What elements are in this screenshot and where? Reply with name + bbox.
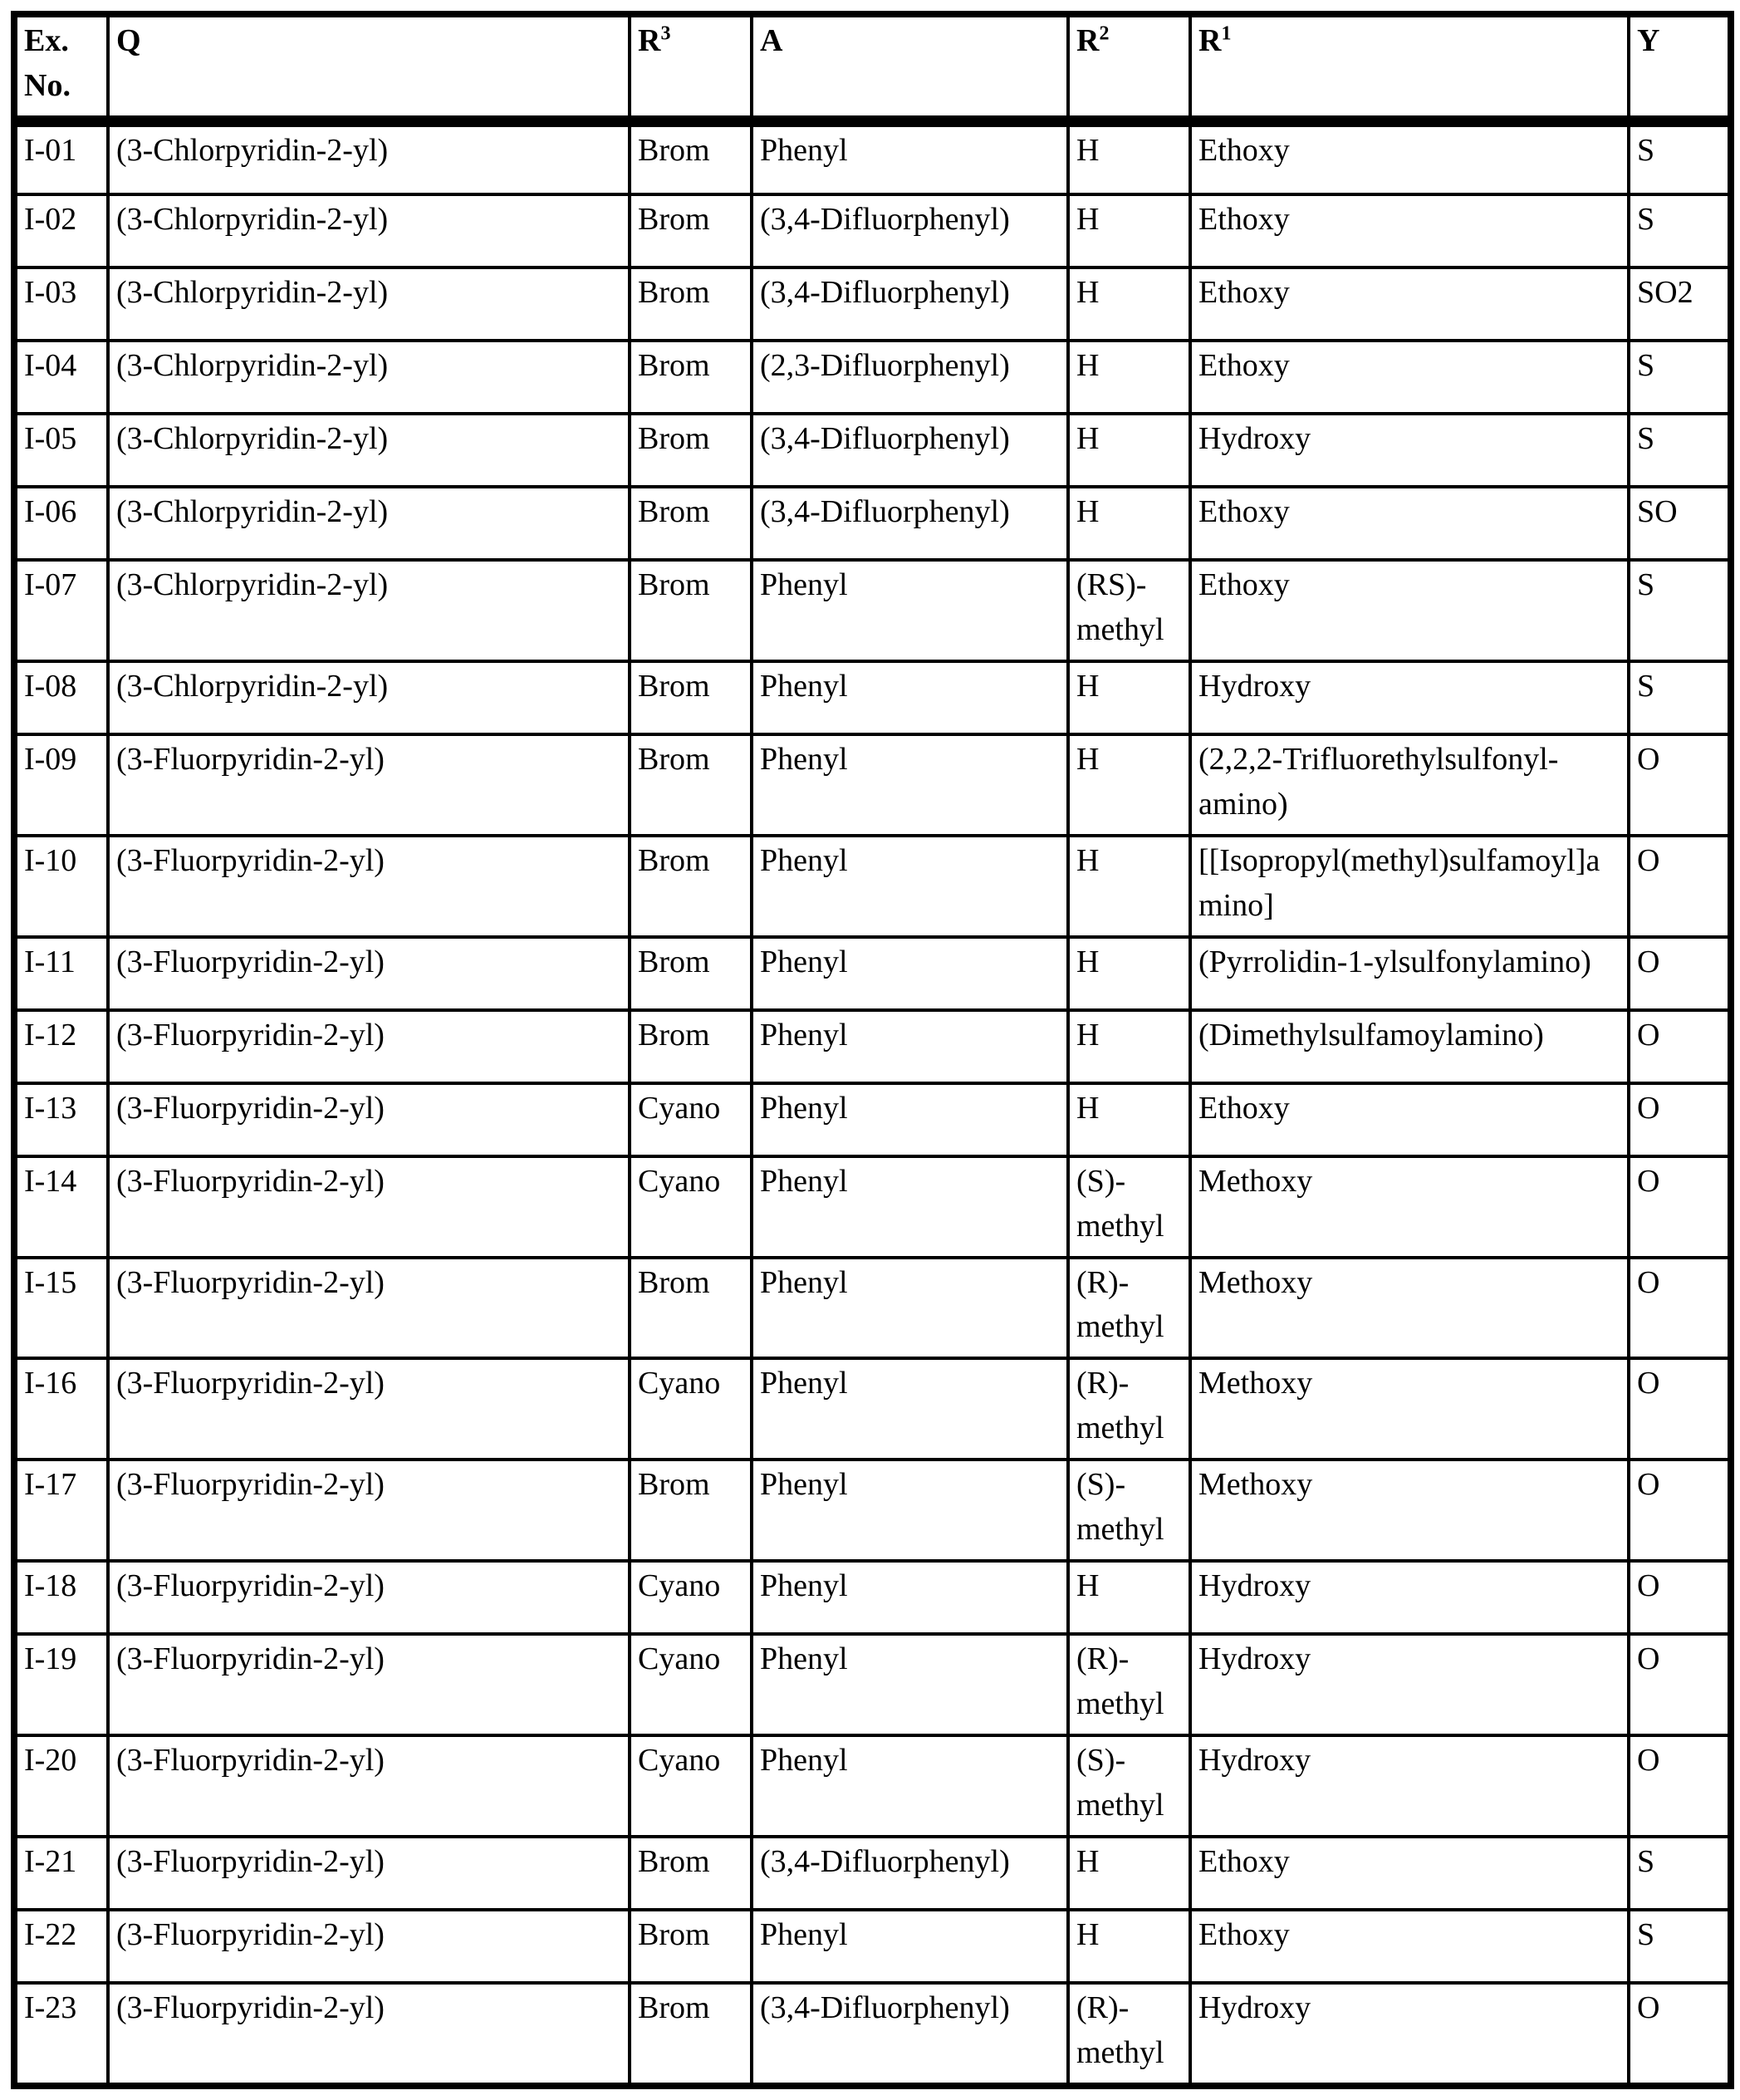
cell-r2: H <box>1068 121 1190 194</box>
cell-q: (3-Chlorpyridin-2-yl) <box>108 487 630 560</box>
cell-a: Phenyl <box>752 560 1068 661</box>
cell-ex-no: I-20 <box>14 1735 108 1837</box>
col-header-y <box>1629 14 1731 121</box>
cell-r2: H <box>1068 937 1190 1010</box>
cell-a: (3,4-Difluorphenyl) <box>752 487 1068 560</box>
cell-ex-no: I-04 <box>14 341 108 414</box>
cell-ex-no: I-01 <box>14 121 108 194</box>
cell-r3: Brom <box>630 414 752 487</box>
cell-r3: Brom <box>630 267 752 341</box>
cell-q: (3-Chlorpyridin-2-yl) <box>108 194 630 267</box>
cell-r1: Methoxy <box>1190 1156 1629 1258</box>
col-header-ex-no-label: Ex. No. <box>24 23 71 103</box>
cell-a: Phenyl <box>752 1910 1068 1983</box>
cell-a: (3,4-Difluorphenyl) <box>752 414 1068 487</box>
table-row <box>14 267 1731 341</box>
cell-y: O <box>1629 1258 1731 1359</box>
cell-ex-no: I-21 <box>14 1837 108 1910</box>
table-row <box>14 937 1731 1010</box>
cell-ex-no: I-22 <box>14 1910 108 1983</box>
cell-r2: H <box>1068 734 1190 836</box>
cell-q: (3-Fluorpyridin-2-yl) <box>108 1358 630 1460</box>
cell-r1: Ethoxy <box>1190 1083 1629 1156</box>
cell-r2: H <box>1068 341 1190 414</box>
cell-ex-no: I-09 <box>14 734 108 836</box>
table-row <box>14 1634 1731 1735</box>
cell-r1: Hydroxy <box>1190 1735 1629 1837</box>
cell-y: O <box>1629 1358 1731 1460</box>
table-row <box>14 1910 1731 1983</box>
cell-a: Phenyl <box>752 1561 1068 1634</box>
col-header-r2-label: R <box>1076 23 1100 58</box>
cell-r2: H <box>1068 1561 1190 1634</box>
cell-r1: Ethoxy <box>1190 1837 1629 1910</box>
cell-ex-no: I-17 <box>14 1460 108 1561</box>
col-header-a <box>752 14 1068 121</box>
cell-ex-no: I-11 <box>14 937 108 1010</box>
cell-q: (3-Chlorpyridin-2-yl) <box>108 341 630 414</box>
cell-r3: Cyano <box>630 1083 752 1156</box>
cell-q: (3-Fluorpyridin-2-yl) <box>108 1083 630 1156</box>
col-header-q-label: Q <box>116 23 141 58</box>
cell-ex-no: I-05 <box>14 414 108 487</box>
cell-r2: (S)-methyl <box>1068 1460 1190 1561</box>
table-row <box>14 1258 1731 1359</box>
cell-r2: H <box>1068 836 1190 937</box>
col-header-r1-superscript: 1 <box>1221 22 1232 45</box>
compound-table <box>11 11 1734 2089</box>
cell-r3: Brom <box>630 1460 752 1561</box>
cell-r2: H <box>1068 1083 1190 1156</box>
cell-y: O <box>1629 1083 1731 1156</box>
cell-q: (3-Fluorpyridin-2-yl) <box>108 1983 630 2086</box>
cell-q: (3-Fluorpyridin-2-yl) <box>108 937 630 1010</box>
table-row <box>14 487 1731 560</box>
cell-r2: H <box>1068 661 1190 734</box>
col-header-q <box>108 14 630 121</box>
cell-r1: Methoxy <box>1190 1358 1629 1460</box>
table-row <box>14 194 1731 267</box>
cell-r3: Cyano <box>630 1634 752 1735</box>
cell-r2: (R)-methyl <box>1068 1983 1190 2086</box>
cell-r3: Brom <box>630 487 752 560</box>
cell-r2: H <box>1068 267 1190 341</box>
cell-q: (3-Fluorpyridin-2-yl) <box>108 1156 630 1258</box>
cell-y: S <box>1629 414 1731 487</box>
cell-a: (3,4-Difluorphenyl) <box>752 267 1068 341</box>
table-row <box>14 560 1731 661</box>
col-header-r1 <box>1190 14 1629 121</box>
cell-ex-no: I-03 <box>14 267 108 341</box>
cell-a: Phenyl <box>752 1735 1068 1837</box>
cell-a: Phenyl <box>752 1010 1068 1083</box>
cell-a: (3,4-Difluorphenyl) <box>752 1837 1068 1910</box>
cell-ex-no: I-07 <box>14 560 108 661</box>
cell-ex-no: I-13 <box>14 1083 108 1156</box>
cell-y: O <box>1629 1634 1731 1735</box>
cell-r3: Brom <box>630 341 752 414</box>
cell-r1: Ethoxy <box>1190 341 1629 414</box>
cell-r1: Ethoxy <box>1190 487 1629 560</box>
cell-r1: Hydroxy <box>1190 661 1629 734</box>
cell-a: Phenyl <box>752 1358 1068 1460</box>
cell-q: (3-Fluorpyridin-2-yl) <box>108 1460 630 1561</box>
cell-q: (3-Fluorpyridin-2-yl) <box>108 1561 630 1634</box>
header-row <box>14 14 1731 121</box>
cell-ex-no: I-23 <box>14 1983 108 2086</box>
cell-r1: (2,2,2-Trifluorethylsulfonyl-amino) <box>1190 734 1629 836</box>
cell-r1: Ethoxy <box>1190 121 1629 194</box>
cell-q: (3-Chlorpyridin-2-yl) <box>108 267 630 341</box>
cell-r3: Brom <box>630 661 752 734</box>
cell-q: (3-Fluorpyridin-2-yl) <box>108 1910 630 1983</box>
cell-r1: Hydroxy <box>1190 1561 1629 1634</box>
table-row <box>14 661 1731 734</box>
cell-a: Phenyl <box>752 937 1068 1010</box>
cell-r2: (S)-methyl <box>1068 1156 1190 1258</box>
cell-q: (3-Fluorpyridin-2-yl) <box>108 1258 630 1359</box>
cell-r1: Ethoxy <box>1190 1910 1629 1983</box>
cell-ex-no: I-16 <box>14 1358 108 1460</box>
table-row <box>14 836 1731 937</box>
table-row <box>14 121 1731 194</box>
col-header-a-label: A <box>760 23 783 58</box>
col-header-ex-no <box>14 14 108 121</box>
cell-y: O <box>1629 734 1731 836</box>
cell-y: S <box>1629 1910 1731 1983</box>
cell-r2: H <box>1068 1837 1190 1910</box>
cell-r3: Brom <box>630 1983 752 2086</box>
cell-ex-no: I-08 <box>14 661 108 734</box>
col-header-r3-superscript: 3 <box>660 22 671 45</box>
cell-y: S <box>1629 560 1731 661</box>
cell-ex-no: I-02 <box>14 194 108 267</box>
col-header-r2 <box>1068 14 1190 121</box>
cell-r2: (R)-methyl <box>1068 1358 1190 1460</box>
col-header-r1-label: R <box>1198 23 1222 58</box>
cell-a: Phenyl <box>752 836 1068 937</box>
cell-q: (3-Fluorpyridin-2-yl) <box>108 836 630 937</box>
cell-y: S <box>1629 194 1731 267</box>
table-row <box>14 1010 1731 1083</box>
cell-ex-no: I-15 <box>14 1258 108 1359</box>
cell-r3: Cyano <box>630 1358 752 1460</box>
cell-y: S <box>1629 1837 1731 1910</box>
cell-r2: H <box>1068 1010 1190 1083</box>
table-row <box>14 341 1731 414</box>
cell-r1: Methoxy <box>1190 1460 1629 1561</box>
cell-r1: Methoxy <box>1190 1258 1629 1359</box>
cell-y: S <box>1629 341 1731 414</box>
cell-a: Phenyl <box>752 1634 1068 1735</box>
cell-q: (3-Fluorpyridin-2-yl) <box>108 1010 630 1083</box>
cell-q: (3-Fluorpyridin-2-yl) <box>108 1837 630 1910</box>
cell-a: Phenyl <box>752 121 1068 194</box>
cell-r3: Brom <box>630 734 752 836</box>
cell-q: (3-Fluorpyridin-2-yl) <box>108 1735 630 1837</box>
cell-r3: Brom <box>630 1258 752 1359</box>
cell-r3: Brom <box>630 937 752 1010</box>
cell-r1: (Dimethylsulfamoylamino) <box>1190 1010 1629 1083</box>
cell-y: O <box>1629 1156 1731 1258</box>
cell-r1: Ethoxy <box>1190 560 1629 661</box>
cell-y: O <box>1629 1561 1731 1634</box>
cell-a: Phenyl <box>752 734 1068 836</box>
cell-r3: Cyano <box>630 1735 752 1837</box>
table-row <box>14 1358 1731 1460</box>
cell-q: (3-Fluorpyridin-2-yl) <box>108 1634 630 1735</box>
cell-y: O <box>1629 937 1731 1010</box>
cell-r2: (S)-methyl <box>1068 1735 1190 1837</box>
table-row <box>14 1735 1731 1837</box>
cell-ex-no: I-10 <box>14 836 108 937</box>
table-row <box>14 414 1731 487</box>
cell-q: (3-Chlorpyridin-2-yl) <box>108 661 630 734</box>
cell-r1: Hydroxy <box>1190 1983 1629 2086</box>
cell-r2: H <box>1068 194 1190 267</box>
cell-r3: Brom <box>630 836 752 937</box>
cell-a: Phenyl <box>752 1460 1068 1561</box>
cell-ex-no: I-18 <box>14 1561 108 1634</box>
cell-q: (3-Chlorpyridin-2-yl) <box>108 560 630 661</box>
cell-r3: Brom <box>630 1010 752 1083</box>
cell-ex-no: I-14 <box>14 1156 108 1258</box>
table-header <box>14 14 1731 121</box>
cell-r2: H <box>1068 487 1190 560</box>
cell-r3: Brom <box>630 1910 752 1983</box>
cell-q: (3-Chlorpyridin-2-yl) <box>108 121 630 194</box>
cell-r1: Hydroxy <box>1190 1634 1629 1735</box>
cell-r2: H <box>1068 414 1190 487</box>
cell-y: SO <box>1629 487 1731 560</box>
cell-y: SO2 <box>1629 267 1731 341</box>
cell-q: (3-Fluorpyridin-2-yl) <box>108 734 630 836</box>
cell-y: O <box>1629 1983 1731 2086</box>
table-row <box>14 1837 1731 1910</box>
cell-y: S <box>1629 661 1731 734</box>
cell-r3: Cyano <box>630 1561 752 1634</box>
cell-r3: Cyano <box>630 1156 752 1258</box>
cell-r2: (RS)-methyl <box>1068 560 1190 661</box>
cell-r3: Brom <box>630 560 752 661</box>
cell-ex-no: I-06 <box>14 487 108 560</box>
cell-q: (3-Chlorpyridin-2-yl) <box>108 414 630 487</box>
table-row <box>14 1083 1731 1156</box>
cell-r1: Ethoxy <box>1190 267 1629 341</box>
col-header-r3 <box>630 14 752 121</box>
cell-a: (2,3-Difluorphenyl) <box>752 341 1068 414</box>
cell-r1: (Pyrrolidin-1-ylsulfonylamino) <box>1190 937 1629 1010</box>
cell-r1: [[Isopropyl(methyl)sulfamoyl]amino] <box>1190 836 1629 937</box>
cell-a: Phenyl <box>752 1258 1068 1359</box>
col-header-y-label: Y <box>1637 23 1660 58</box>
cell-r2: (R)-methyl <box>1068 1634 1190 1735</box>
cell-ex-no: I-12 <box>14 1010 108 1083</box>
table-row <box>14 1983 1731 2086</box>
table-row <box>14 1156 1731 1258</box>
table-row <box>14 1460 1731 1561</box>
cell-y: S <box>1629 121 1731 194</box>
cell-r2: H <box>1068 1910 1190 1983</box>
cell-y: O <box>1629 1735 1731 1837</box>
table-body <box>14 121 1731 2086</box>
cell-y: O <box>1629 836 1731 937</box>
cell-a: Phenyl <box>752 1156 1068 1258</box>
cell-a: Phenyl <box>752 661 1068 734</box>
table-row <box>14 1561 1731 1634</box>
cell-r3: Brom <box>630 1837 752 1910</box>
cell-r3: Brom <box>630 121 752 194</box>
table-row <box>14 734 1731 836</box>
cell-ex-no: I-19 <box>14 1634 108 1735</box>
cell-a: (3,4-Difluorphenyl) <box>752 1983 1068 2086</box>
cell-a: Phenyl <box>752 1083 1068 1156</box>
cell-r1: Hydroxy <box>1190 414 1629 487</box>
cell-r2: (R)-methyl <box>1068 1258 1190 1359</box>
cell-y: O <box>1629 1010 1731 1083</box>
cell-r1: Ethoxy <box>1190 194 1629 267</box>
cell-a: (3,4-Difluorphenyl) <box>752 194 1068 267</box>
col-header-r2-superscript: 2 <box>1099 22 1110 45</box>
cell-r3: Brom <box>630 194 752 267</box>
col-header-r3-label: R <box>638 23 661 58</box>
cell-y: O <box>1629 1460 1731 1561</box>
